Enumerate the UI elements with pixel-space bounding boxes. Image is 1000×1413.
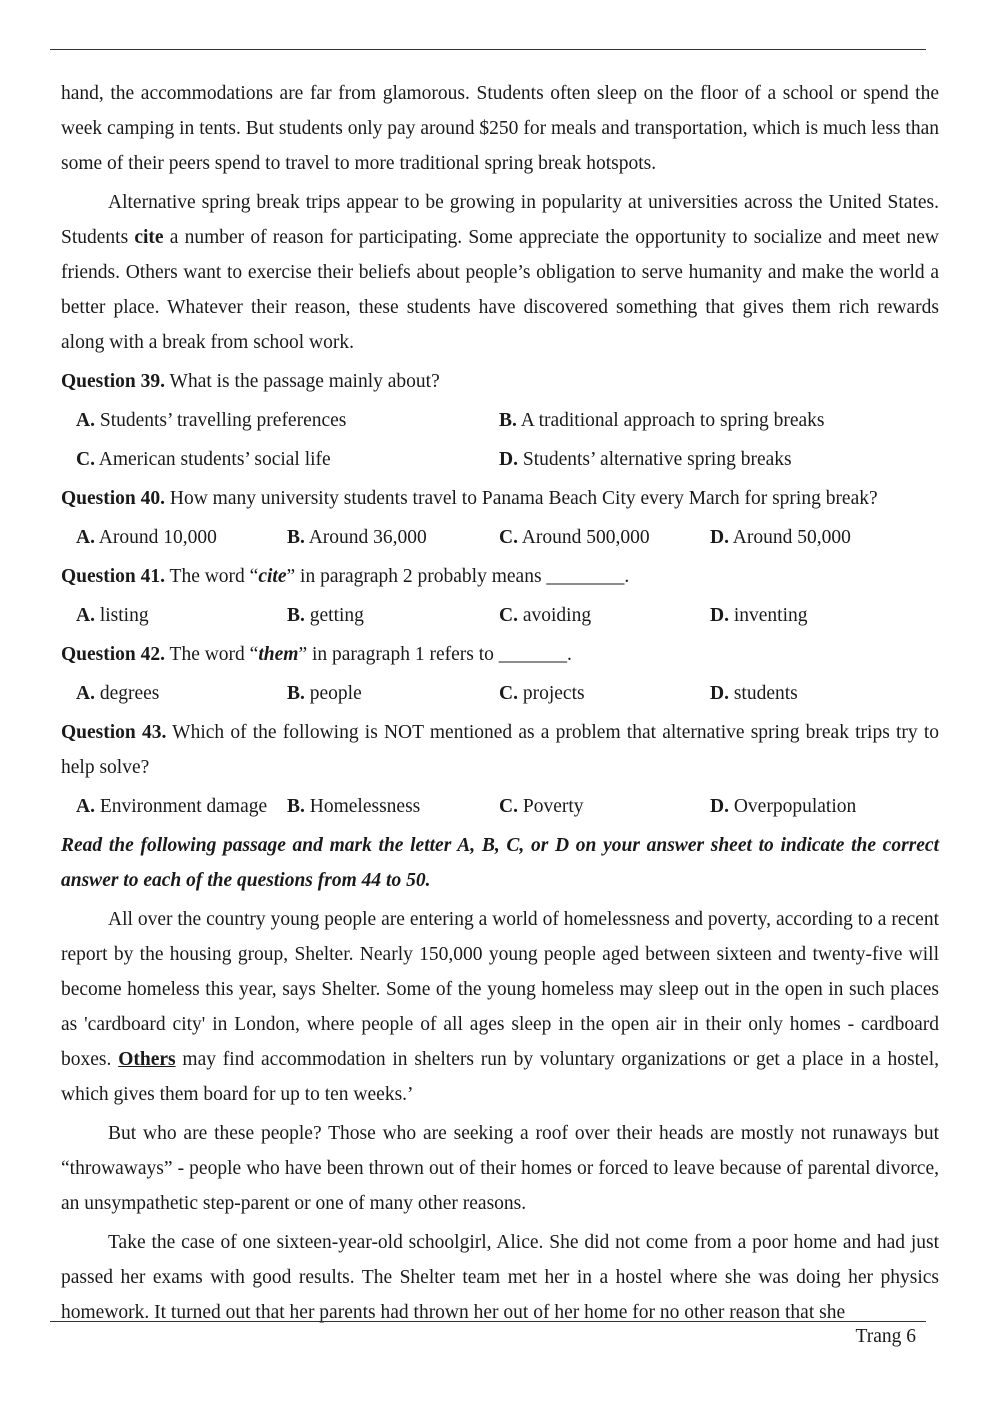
option-b[interactable]: B. A traditional approach to spring breaks [499,410,825,431]
page-number: Trang 6 [855,1326,916,1347]
option-d[interactable]: D. students [710,683,798,704]
passage1-continued: hand, the accommodations are far from glamorous. Students often sleep on the floor of a school or spend the week camping in tents. But students only pay around $250 for meals and transportation, which is much less than some of their peers spend to travel to more traditional spring break hotspots. [61,83,939,174]
option-a[interactable]: A. degrees [76,683,160,704]
page-content [61,76,939,1330]
option-c[interactable]: C. American students’ social life [76,449,331,470]
option-c[interactable]: C. avoiding [499,605,592,626]
passage2-paragraph3: Take the case of one sixteen-year-old schoolgirl, Alice. She did not come from a poor home and had just passed her exams with good results. The Shelter team met her in a hostel where she was doing her physics homework. It turned out that her parents had thrown her out of her home for no other reason that she [61,1232,939,1323]
passage1-paragraph2: Alternative spring break trips appear to be growing in popularity at universities across the United States. Students cite a number of reason for participating. Some appreciate the opportunity to socialize and meet new friends. Others want to exercise their beliefs about people’s obligation to serve humanity and make the world a better place. Whatever their reason, these students have discovered something that gives them rich rewards along with a break from school work. [61,192,939,353]
option-d[interactable]: D. Around 50,000 [710,527,851,548]
option-b[interactable]: B. people [287,683,362,704]
question-43-options [61,789,939,824]
question-43: Question 43. Which of the following is NOT mentioned as a problem that alternative spring break trips try to help solve? [61,722,939,778]
option-a[interactable]: A. Students’ travelling preferences [76,410,347,431]
passage2-paragraph2: But who are these people? Those who are seeking a roof over their heads are mostly not runaways but “throwaways” - people who have been thrown out of their homes or forced to leave because of parental divorce, an unsympathetic step-parent or one of many other reasons. [61,1123,939,1214]
option-c[interactable]: C. Poverty [499,796,584,817]
option-a[interactable]: A. Environment damage [76,796,268,817]
option-b[interactable]: B. Around 36,000 [287,527,427,548]
question-42: Question 42. The word “them” in paragraph 1 refers to _______. [61,644,572,665]
option-d[interactable]: D. inventing [710,605,808,626]
question-42-options [61,676,939,711]
option-a[interactable]: A. Around 10,000 [76,527,217,548]
option-d[interactable]: D. Students’ alternative spring breaks [499,449,792,470]
question-39-options-row2 [61,442,939,477]
passage2-paragraph1: All over the country young people are entering a world of homelessness and poverty, according to a recent report by the housing group, Shelter. Nearly 150,000 young people aged between sixteen and twenty-five will become homeless this year, says Shelter. Some of the young homeless may sleep out in the open in such places as 'cardboard city' in London, where people of all ages sleep in the open air in their only homes - cardboard boxes. Others may find accommodation in shelters run by voluntary organizations or get a place in a hostel, which gives them board for up to ten weeks.’ [61,909,939,1105]
question-39: Question 39. What is the passage mainly about? [61,371,440,392]
question-40-options [61,520,939,555]
option-a[interactable]: A. listing [76,605,149,626]
question-41: Question 41. The word “cite” in paragraph 2 probably means ________. [61,566,630,587]
question-39-options [61,403,939,438]
option-b[interactable]: B. getting [287,605,364,626]
option-c[interactable]: C. projects [499,683,585,704]
header-rule [50,49,926,50]
option-b[interactable]: B. Homelessness [287,796,421,817]
instruction: Read the following passage and mark the letter A, B, C, or D on your answer sheet to indicate the correct answer to each of the questions from 44 to 50. [61,835,939,891]
option-d[interactable]: D. Overpopulation [710,796,857,817]
keyword-cite: cite [134,227,164,248]
footer-rule [50,1321,926,1322]
keyword-others: Others [118,1049,176,1070]
question-40: Question 40. How many university students travel to Panama Beach City every March for spring break? [61,488,878,509]
option-c[interactable]: C. Around 500,000 [499,527,650,548]
question-41-options [61,598,939,633]
